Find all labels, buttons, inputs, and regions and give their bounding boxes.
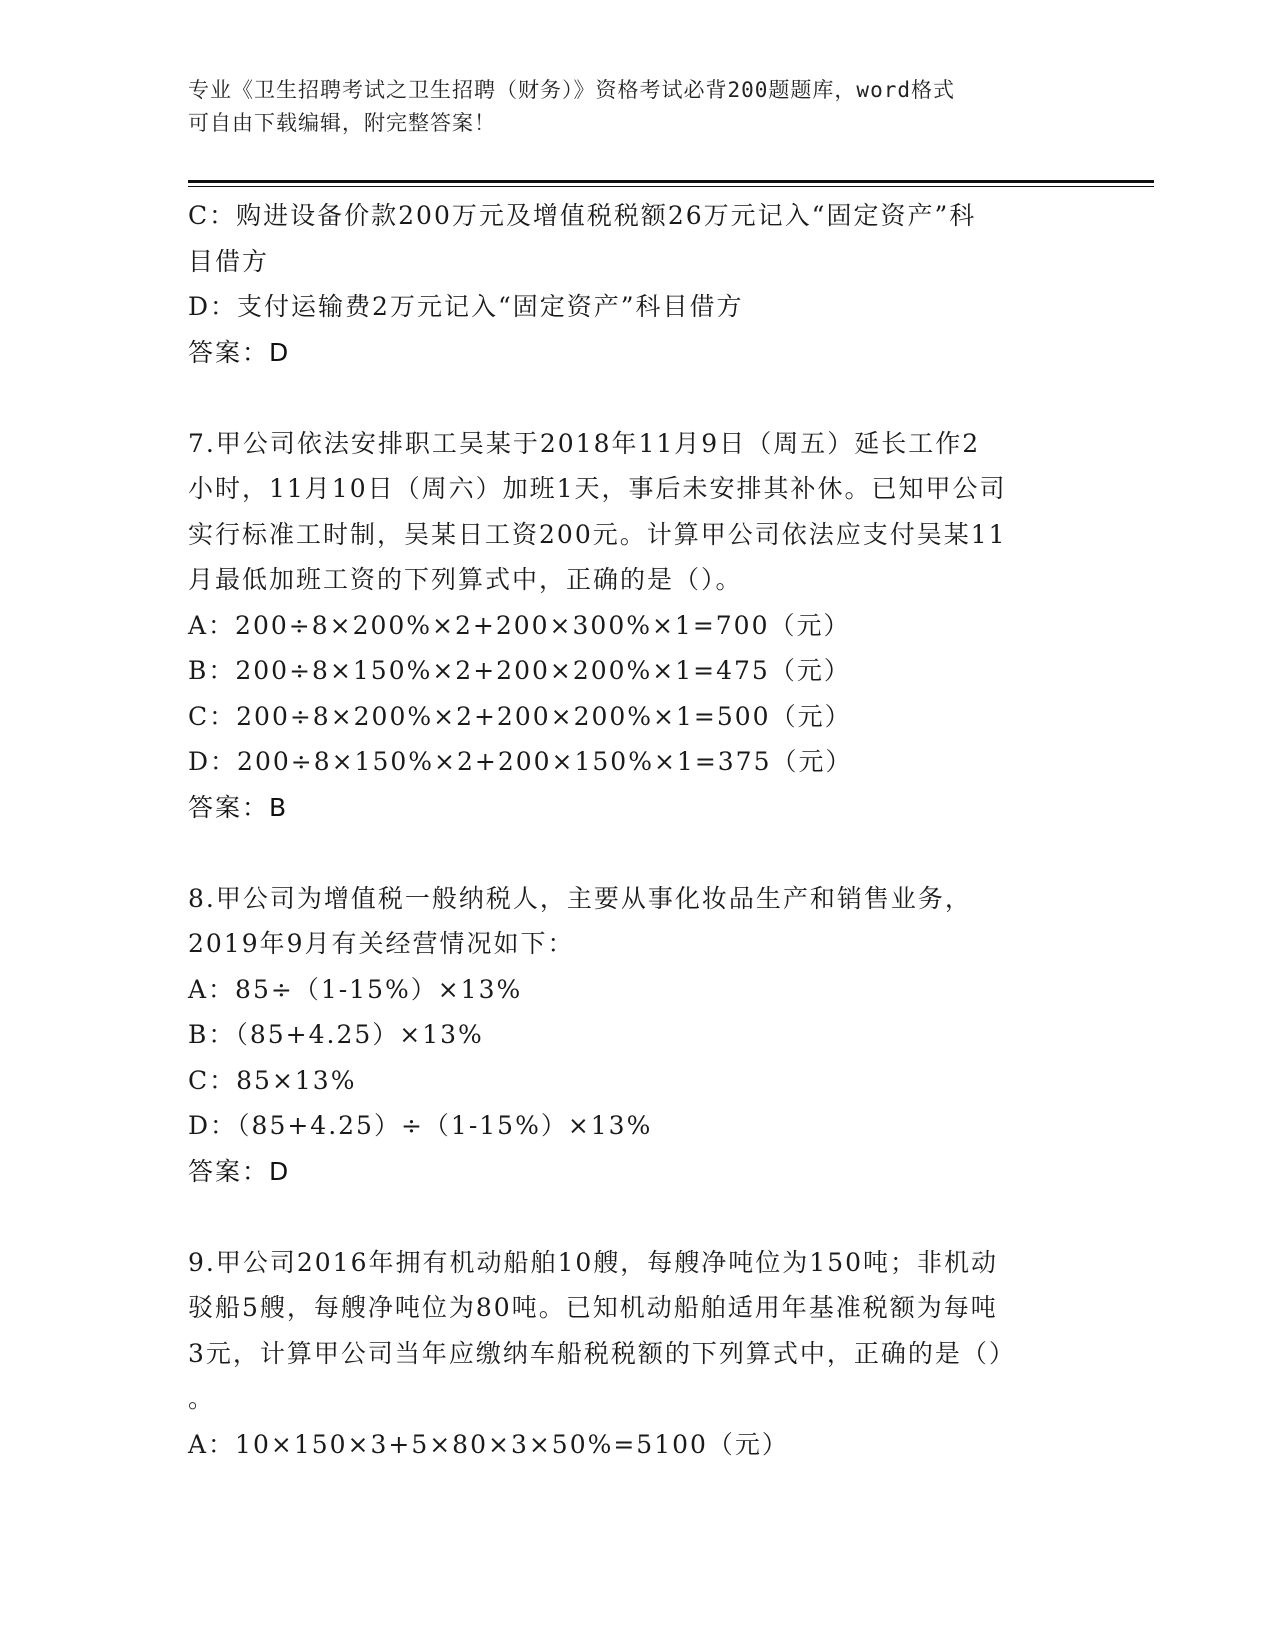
question-stem: 9.甲公司2016年拥有机动船舶10艘，每艘净吨位为150吨；非机动 — [188, 1247, 999, 1277]
question-stem: 2019年9月有关经营情况如下： — [188, 929, 575, 958]
answer-line: 答案：B — [188, 792, 289, 822]
question-stem: 驳船5艘，每艘净吨位为80吨。已知机动船舶适用年基准税额为每吨 — [188, 1293, 998, 1322]
spacer — [188, 830, 1088, 876]
spacer — [188, 1194, 1088, 1240]
header-divider-thick — [188, 180, 1154, 183]
option-c: C：购进设备价款200万元及增值税税额26万元记入“固定资产”科 — [188, 201, 977, 230]
question-stem: 3元，计算甲公司当年应缴纳车船税税额的下列算式中，正确的是（） — [188, 1338, 1016, 1368]
header-line-2: 可自由下载编辑，附完整答案！ — [188, 111, 496, 135]
option-d: D：200÷8×150%×2+200×150%×1=375（元） — [188, 747, 853, 776]
answer-line: 答案：D — [188, 337, 291, 367]
question-block-7 — [188, 421, 1088, 831]
option-d: D：（85+4.25）÷（1-15%）×13% — [188, 1111, 653, 1140]
spacer — [188, 375, 1088, 421]
question-stem: 小时，11月10日（周六）加班1天，事后未安排其补休。已知甲公司 — [188, 474, 1007, 503]
question-block-8 — [188, 876, 1088, 1195]
question-block-9 — [188, 1240, 1088, 1468]
answer-line: 答案：D — [188, 1156, 291, 1186]
option-b: B：200÷8×150%×2+200×200%×1=475（元） — [188, 656, 851, 685]
question-block-prev — [188, 193, 1088, 375]
option-a: A：200÷8×200%×2+200×300%×1=700（元） — [188, 610, 851, 640]
document-header — [188, 74, 1068, 140]
header-line-1: 专业《卫生招聘考试之卫生招聘（财务）》资格考试必背200题题库，word格式 — [188, 78, 955, 102]
option-c: C：200÷8×200%×2+200×200%×1=500（元） — [188, 701, 852, 731]
option-c-continued: 目借方 — [188, 246, 270, 276]
question-stem: 实行标准工时制，吴某日工资200元。计算甲公司依法应支付吴某11 — [188, 519, 1007, 549]
option-d: D：支付运输费2万元记入“固定资产”科目借方 — [188, 292, 744, 321]
option-a: A：10×150×3+5×80×3×50%=5100（元） — [188, 1429, 789, 1459]
question-stem: 月最低加班工资的下列算式中，正确的是（）。 — [188, 565, 743, 594]
question-stem: 8.甲公司为增值税一般纳税人，主要从事化妆品生产和销售业务， — [188, 883, 972, 913]
option-b: B：（85+4.25）×13% — [188, 1020, 484, 1049]
question-stem: 。 — [188, 1384, 216, 1413]
option-c: C：85×13% — [188, 1065, 357, 1095]
option-a: A：85÷（1-15%）×13% — [188, 974, 523, 1004]
question-stem: 7.甲公司依法安排职工吴某于2018年11月9日（周五）延长工作2 — [188, 428, 981, 458]
question-list — [188, 193, 1088, 1467]
header-divider-thin — [188, 186, 1154, 187]
